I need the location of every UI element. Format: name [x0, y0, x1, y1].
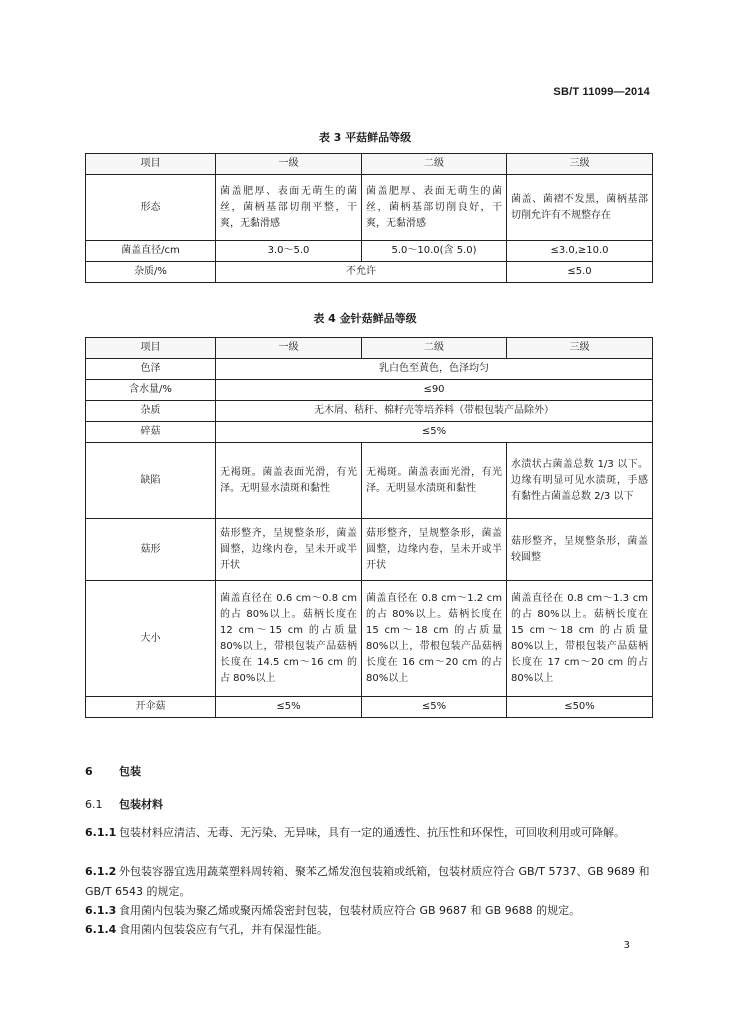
- table-cell: 不允许: [216, 262, 507, 283]
- clause-number: 6.1.4: [85, 923, 117, 936]
- page-number: 3: [623, 940, 630, 951]
- row-label: 色泽: [86, 359, 216, 380]
- table-header-row: [86, 338, 653, 359]
- clause-number: 6.1.3: [85, 904, 117, 917]
- section-number: 6: [85, 765, 93, 778]
- table-cell: 3.0～5.0: [216, 241, 362, 262]
- table-cell: 菌盖、菌褶不发黑，菌柄基部切削允许有不规整存在: [507, 175, 653, 241]
- subsection-heading: [85, 795, 655, 815]
- row-label: 开伞菇: [86, 697, 216, 718]
- clause-number: 6.1.1: [85, 826, 117, 839]
- table-cell: 菌盖直径在 0.6 cm～0.8 cm 的占 80%以上。菇柄长度在 12 cm～15 cm 的占质量 80%以上，带根包装产品菇柄长度在 14.5 cm～16 cm 的占 80%以上: [216, 581, 362, 697]
- table-cell: ≤50%: [507, 697, 653, 718]
- col-header-grade3: 三级: [507, 154, 653, 175]
- row-label: 杂质/%: [86, 262, 216, 283]
- table3-title: 表 3 平菇鲜品等级: [318, 131, 412, 144]
- table-cell: 菌盖肥厚、表面无萌生的菌丝，菌柄基部切削平整，干爽，无黏滑感: [216, 175, 362, 241]
- clause-text: 包装材料应清洁、无毒、无污染、无异味，具有一定的通透性、抗压性和环保性，可回收利用或可降解。: [119, 826, 625, 839]
- table-row: [86, 422, 653, 443]
- table3-oyster-grade: [85, 153, 653, 283]
- table-row: [86, 175, 653, 241]
- row-label: 碎菇: [86, 422, 216, 443]
- col-header-grade2: 二级: [362, 338, 507, 359]
- paragraph: [85, 823, 655, 843]
- table4-enoki-grade: [85, 337, 653, 718]
- section-title: 包装: [119, 765, 141, 778]
- row-label: 大小: [86, 581, 216, 697]
- table-row: [86, 241, 653, 262]
- row-label: 含水量/%: [86, 380, 216, 401]
- table-cell: ≤5%: [216, 697, 362, 718]
- table-cell: ≤3.0,≥10.0: [507, 241, 653, 262]
- table-cell: 无褐斑。菌盖表面光滑，有光泽。无明显水渍斑和黏性: [216, 443, 362, 519]
- table-cell: 菌盖肥厚、表面无萌生的菌丝，菌柄基部切削良好，干爽，无黏滑感: [362, 175, 507, 241]
- table-cell: ≤90: [216, 380, 653, 401]
- row-label: 菌盖直径/cm: [86, 241, 216, 262]
- table-row: [86, 581, 653, 697]
- col-header-item: 项目: [86, 338, 216, 359]
- table-cell: ≤5.0: [507, 262, 653, 283]
- subsection-number: 6.1: [85, 798, 103, 811]
- col-header-grade1: 一级: [216, 338, 362, 359]
- paragraph: [85, 862, 655, 902]
- table-cell: 菇形整齐，呈规整条形，菌盖圆整，边缘内卷，呈未开或半开状: [362, 519, 507, 581]
- col-header-item: 项目: [86, 154, 216, 175]
- table-row: [86, 380, 653, 401]
- row-label: 缺陷: [86, 443, 216, 519]
- table-cell: 无木屑、秸秆、棉籽壳等培养料（带根包装产品除外）: [216, 401, 653, 422]
- row-label: 菇形: [86, 519, 216, 581]
- table-cell: ≤5%: [216, 422, 653, 443]
- table-row: [86, 359, 653, 380]
- table-row: [86, 443, 653, 519]
- table-cell: 菌盖直径在 0.8 cm～1.2 cm 的占 80%以上。菇柄长度在 15 cm～18 cm 的占质量 80%以上，带根包装产品菇柄长度在 16 cm～20 cm 的占 80%以上: [362, 581, 507, 697]
- row-label: 形态: [86, 175, 216, 241]
- table4-title: 表 4 金针菇鲜品等级: [313, 312, 417, 325]
- table-row: [86, 262, 653, 283]
- standard-code: SB/T 11099—2014: [553, 86, 650, 98]
- table-cell: 菇形整齐，呈规整条形，菌盖圆整，边缘内卷，呈未开或半开状: [216, 519, 362, 581]
- table-cell: ≤5%: [362, 697, 507, 718]
- table-cell: 乳白色至黄色，色泽均匀: [216, 359, 653, 380]
- table-cell: 菇形整齐，呈规整条形，菌盖较圆整: [507, 519, 653, 581]
- clause-text: 食用菌内包装袋应有气孔，并有保湿性能。: [119, 923, 328, 936]
- table-cell: 水渍状占菌盖总数 1/3 以下。边缘有明显可见水渍斑，手感有黏性占菌盖总数 2/3 以下: [507, 443, 653, 519]
- table-row: [86, 401, 653, 422]
- clause-number: 6.1.2: [85, 865, 117, 878]
- col-header-grade1: 一级: [216, 154, 362, 175]
- table-header-row: [86, 154, 653, 175]
- clause-text: 外包装容器宜选用蔬菜塑料周转箱、聚苯乙烯发泡包装箱或纸箱，包装材质应符合 GB/T 5737、GB 9689 和 GB/T 6543 的规定。: [85, 865, 650, 898]
- subsection-title: 包装材料: [119, 798, 163, 811]
- table-cell: 无褐斑。菌盖表面光滑，有光泽。无明显水渍斑和黏性: [362, 443, 507, 519]
- table-cell: 菌盖直径在 0.8 cm～1.3 cm 的占 80%以上。菇柄长度在 15 cm～18 cm 的占质量 80%以上，带根包装产品菇柄长度在 17 cm～20 cm 的占 80%以上: [507, 581, 653, 697]
- paragraph: [85, 901, 655, 921]
- table-cell: 5.0～10.0(含 5.0): [362, 241, 507, 262]
- section-heading: [85, 762, 655, 782]
- col-header-grade3: 三级: [507, 338, 653, 359]
- col-header-grade2: 二级: [362, 154, 507, 175]
- paragraph: [85, 920, 655, 940]
- row-label: 杂质: [86, 401, 216, 422]
- clause-text: 食用菌内包装为聚乙烯或聚丙烯袋密封包装，包装材质应符合 GB 9687 和 GB 9688 的规定。: [119, 904, 581, 917]
- table-row: [86, 519, 653, 581]
- table-row: [86, 697, 653, 718]
